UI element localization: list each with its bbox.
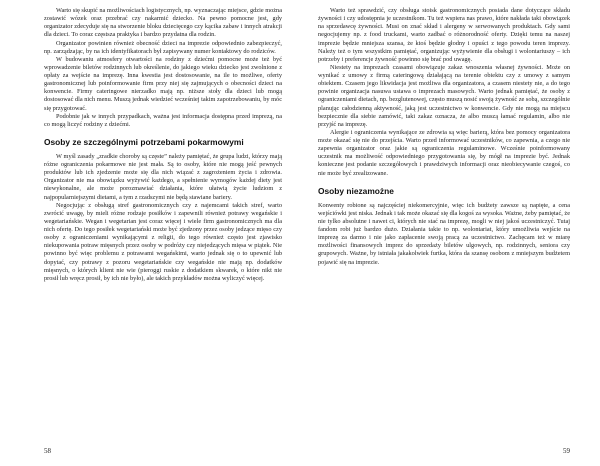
paragraph: Warto się skupić na możliwościach logistycznych, np. wyznaczając miejsce, gdzie można zostawić wózek oraz przebrać czy nakarmić dziecko. Na pewno pomocne jest, gdy organizator zdecyduje się na stworzenie bloku dziecięcego czy kącika zabaw i innych atrakcji dla dzieci. To coraz częstsza praktyka i bardzo przydatna dla rodzin. bbox=[44, 7, 282, 39]
paragraph: Konwenty robione są najczęściej niekomercyjnie, więc ich budżety zawsze są napięte, a cena wejściówki jest niska. Jednak i tak może okazać się dla kogoś za wysoka. Ważne, żeby pamiętać, że nie tylko absolutne i nawet ci, których nie stać na imprezę, mogli w niej jakoś uczestniczyć. Tutaj fandom robi już bardzo dużo. Działania takie to np. wolontariat, który umożliwia wejście na imprezę za darmo i nie jako zapłacenie swoją pracą za uczestnictwo. Zachęcam też w miarę możliwości finansowych imprez do sprzedaży biletów ulgowych, np. rodzinnych, seniora czy grupowych. Ważne, by istniała jakakolwiek furtka, która da szansę osobom z mniejszym budżetem pojawić się na imprezie. bbox=[318, 201, 570, 266]
page-number-right: 59 bbox=[563, 447, 570, 455]
paragraph: Niestety na imprezach czasami obowiązuje zakaz wnoszenia własnej żywności. Może on wynikać z umowy z firmą cateringową działającą na terenie obiektu czy z umowy z samym obiektem. Czasem jego likwidacja jest możliwa dla organizatora, a czasem niestety nie, a do tego powinie organizacja nasuwa ustawa o imprezach masowych. Warto jednak pamiętać, że osoby z ograniczeniami dietach, np. bezglutenowej, często muszą nosić swoją żywność ze sobą, szczególnie planując całodzienną aktywność, jaką jest uczestnictwo w konwencie. Gdy nie mogą na miejscu bezpiecznie dla siebie zamówić, taki zakaz oznacza, że albo muszą łamać regulamin, albo nie przyjść na imprezę. bbox=[318, 63, 570, 128]
right-text-block-a bbox=[318, 7, 570, 178]
paragraph: W budowaniu atmosfery otwartości na rodziny z dziećmi pomocne może też być wprowadzenie biletów rodzinnych lub określenie, do jakiego wieku dziecko jest zwolnione z opłaty za wejście na imprezę. Inna kwestia jest dostosowanie, na ile to możliwe, oferty gastronomicznej lub poinformowanie firm przy niej się zajmujących o obecności dzieci na konwencie. Firmy cateringowe nierzadko mają np. niższe stoły dla dzieci lub mogą dostosować dla nich menu. Muszą jednak wiedzieć wcześniej takim zapotrzebowaniu, by móc się przygotować. bbox=[44, 55, 282, 112]
left-text-block-b bbox=[44, 153, 282, 283]
paragraph: Alergie i ograniczenia wynikające ze zdrowia są więc barierą, która bez pomocy organizatora może okazać się nie do przejścia. Warto przed informować uczestników, co zapewnia, a czego nie zapewnia organizator oraz jakie są ograniczenia regulaminowe. Wcześnie poinformowany uczestnik ma możliwość odpowiedniego przygotowania się, by mógł na imprezie być. Jednak konieczne jest podanie szczegółowych i prawdziwych informacji oraz nieobiecywanie czegoś, co nie może być zrealizowane. bbox=[318, 128, 570, 177]
paragraph: W myśl zasady „zradkie choroby są częste” należy pamiętać, że grupa ludzi, którzy mają różne ograniczenia pokarmowe nie jest mała. Są to osoby, które nie mogą jeść pewnych produktów lub ich zjedzenie może się dla nich wiązać z zagrożeniem życia i zdrowia. Organizator nie ma obowiązku wyżywić każdego, a spełnienie wymogów każdej diety jest niewykonalne, ale może porozmawiać działania, które ułatwią życie ludziom z najpopularniejszymi dietami, a tym z rzadszymi nie będą stawiane bariery. bbox=[44, 152, 282, 201]
left-text-block-a bbox=[44, 7, 282, 129]
paragraph: Podobnie jak w innych przypadkach, ważna jest informacja dostępna przed imprezą, na co mogą liczyć rodziny z dziećmi. bbox=[44, 112, 282, 128]
section-heading-low-income: Osoby niezamożne bbox=[318, 185, 394, 196]
right-page bbox=[300, 0, 600, 466]
paragraph: Negocjując z obsługą stref gastronomicznych czy z najemcami takich stref, warto zwrócić uwagę, by mieli różne rodzaje posiłków i zapewnili również potrawy wegańskie i wegetariańskie. Wegan i wegetarian jest coraz więcej i wiele firm gastronomicznych ma dla nich ofertę. Do tego posiłek wegetariański może być zjedzony przez osoby jedzące mięso czy osoby z ograniczeniami wynikającymi z religii, do tego również często jest zjawisko niekupowania potraw mięsnych przez osoby w podróży czy niejedzących mięsa w piątek. Nie powinno być więc problemu z potrawami wegańskimi, warto jednak się o to upewnić lub dopytać, czy potrawy z pozoru wegetariańskie czy wegańskie nie mają np. dodatków mięsnych, o których klient nie wie (pieroggi ruskie z dodatkiem skwarek, o które nikt nie prosił lub wręcz prosił, by ich nie było), ale takich przykładów można wyliczyć więcej. bbox=[44, 201, 282, 282]
paragraph: Organizator powinien również obecność dzieci na imprezie odpowiednio zabezpieczyć, np. zarządzając, by na ich identyfikatorach był zapisywany numer kontaktowy do rodziców. bbox=[44, 39, 282, 55]
section-heading-dietary-needs: Osoby ze szczególnymi potrzebami pokarmowymi bbox=[44, 136, 244, 147]
right-text-block-b bbox=[318, 202, 570, 267]
page-number-left: 58 bbox=[44, 447, 51, 455]
paragraph: Warto też sprawdzić, czy obsługa stoisk gastronomicznych posiada dane dotyczące składu żywności i czy udostępnia je uczestnikom. Tu też wspiera nas prawo, które nakłada taki obowiązek na sprzedawcę żywności. Musi on znać skład i alergeny w serwowanych produktach. Gdy sami negocjujemy np. z food truckami, warto zadbać o różnorodność oferty. Dzięki temu na naszej imprezie będzie mniejsza szansa, że ktoś będzie głodny i opuści z tego powodu teren imprezy. Należy też o tym wszystkim pamiętać, organizując wyżywienie dla obsługi i wolontariuszy – ich potrzeby i preferencje żywność powinno się brać pod uwagę. bbox=[318, 7, 570, 63]
